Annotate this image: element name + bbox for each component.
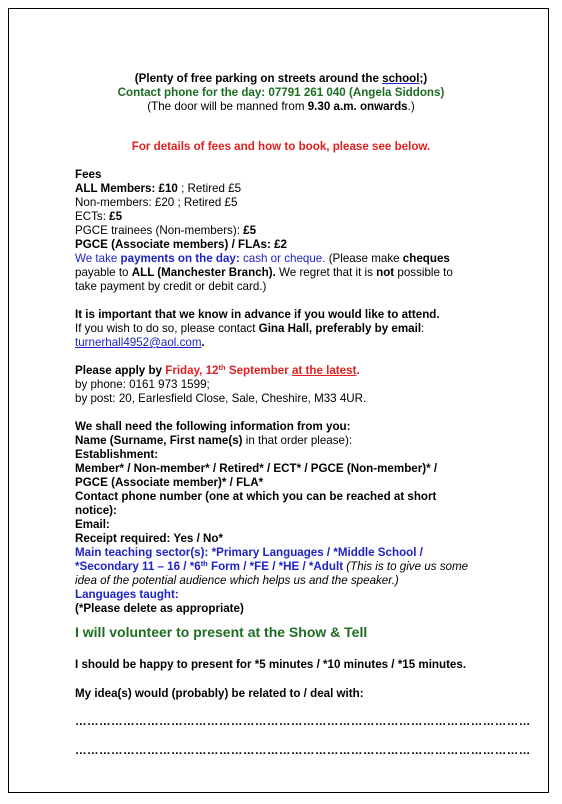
fee-pgce-trainees: PGCE trainees (Non-members): £5 — [75, 224, 257, 237]
advance-email-line: turnerhall4952@aol.com. — [75, 336, 205, 349]
details-notice: For details of fees and how to book, please see below. — [131, 140, 431, 153]
info-languages: Languages taught: — [75, 588, 179, 601]
info-establishment: Establishment: — [75, 448, 159, 461]
fee-ects: ECTs: £5 — [75, 210, 123, 223]
answer-line-1[interactable]: …………………………………………………………………………………………………… — [75, 715, 531, 728]
show-tell-heading: I will volunteer to present at the Show & Tell — [75, 624, 368, 640]
fee-pgce-associate: PGCE (Associate members) / FLAs: £2 — [75, 238, 287, 251]
email-link[interactable]: turnerhall4952@aol.com — [75, 336, 202, 349]
info-receipt: Receipt required: Yes / No* — [75, 532, 223, 545]
present-duration: I should be happy to present for *5 minutes / *10 minutes / *15 minutes. — [75, 658, 467, 671]
info-name: Name (Surname, First name(s) in that order please): — [75, 434, 353, 447]
info-member-type-1: Member* / Non-member* / Retired* / ECT* / PGCE (Non-member)* / — [75, 462, 438, 475]
idea-prompt: My idea(s) would (probably) be related to / deal with: — [75, 687, 364, 700]
apply-post: by post: 20, Earlesfield Close, Sale, Cheshire, M33 4UR. — [75, 392, 367, 405]
door-note: (The door will be manned from 9.30 a.m. onwards.) — [147, 100, 415, 113]
answer-line-2[interactable]: …………………………………………………………………………………………………… — [75, 744, 531, 757]
info-email: Email: — [75, 518, 110, 531]
fees-title: Fees — [75, 168, 102, 181]
contact-phone-day: Contact phone for the day: 07791 261 040 (Angela Siddons) — [117, 86, 445, 99]
info-sectors-1: Main teaching sector(s): *Primary Languages / *Middle School / — [75, 546, 423, 559]
info-delete-note: (*Please delete as appropriate) — [75, 602, 244, 615]
apply-deadline: Please apply by Friday, 12th September at the latest. — [75, 363, 360, 377]
info-contact-2: notice): — [75, 504, 117, 517]
payment-line-2: payable to ALL (Manchester Branch). We regret that it is not possible to — [75, 266, 453, 279]
payment-line-1: We take payments on the day: cash or cheque. (Please make cheques — [75, 252, 450, 265]
advance-important: It is important that we know in advance if you would like to attend. — [75, 308, 440, 321]
fee-non-members: Non-members: £20 ; Retired £5 — [75, 196, 238, 209]
info-member-type-2: PGCE (Associate member)* / FLA* — [75, 476, 264, 489]
parking-note: (Plenty of free parking on streets around the school;) — [134, 72, 428, 85]
advance-contact: If you wish to do so, please contact Gina Hall, preferably by email: — [75, 322, 425, 335]
info-intro: We shall need the following information from you: — [75, 420, 351, 433]
info-contact-1: Contact phone number (one at which you can be reached at short — [75, 490, 437, 503]
fee-all-members: ALL Members: £10 ; Retired £5 — [75, 182, 242, 195]
apply-phone: by phone: 0161 973 1599; — [75, 378, 210, 391]
payment-line-3: take payment by credit or debit card.) — [75, 280, 267, 293]
info-sectors-note: idea of the potential audience which helps us and the speaker.) — [75, 574, 399, 587]
info-sectors-2: *Secondary 11 – 16 / *6th Form / *FE / *HE / *Adult (This is to give us some — [75, 559, 469, 573]
